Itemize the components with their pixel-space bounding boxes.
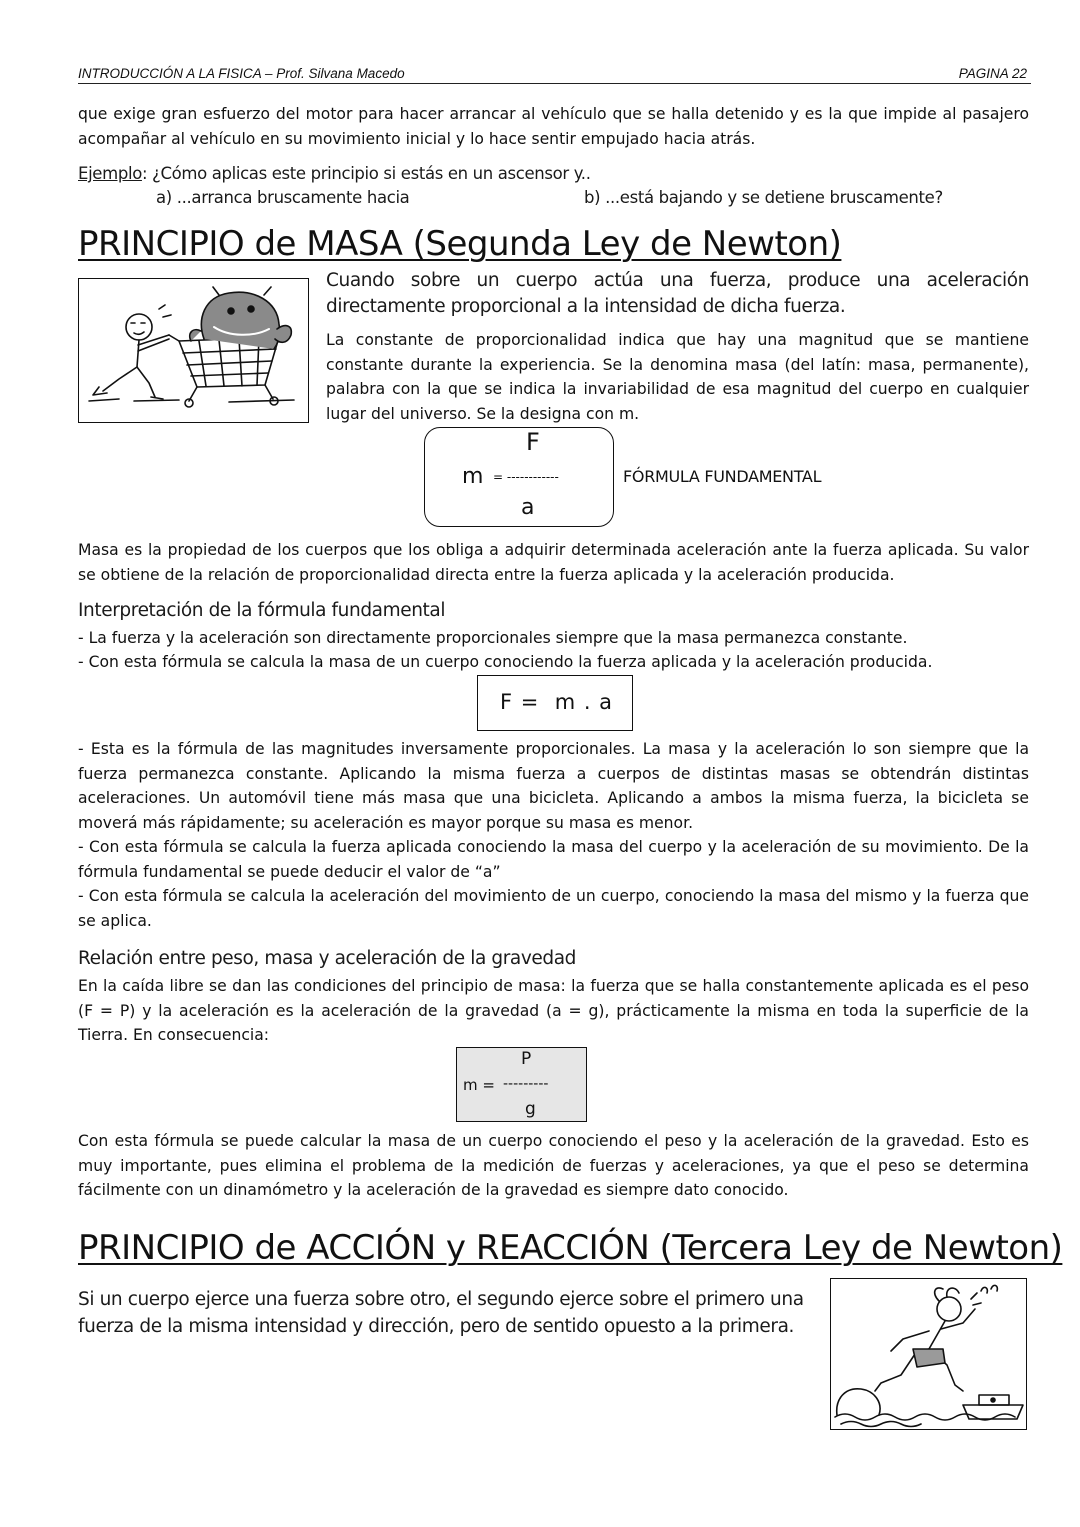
example-line [78,164,591,183]
section-title-accion-reaccion: PRINCIPIO de ACCIÓN y REACCIÓN (Tercera Ley de Newton) [78,1228,1063,1268]
masa-lead-text: Cuando sobre un cuerpo actúa una fuerza, produce una aceleración directamente proporcional a la intensidad de dicha fuerza. [326,270,1029,317]
accion-reaccion-text: Si un cuerpo ejerce una fuerza sobre otro, el segundo ejerce sobre el primero una fuerza de la misma intensidad y dirección, pero de sentido opuesto a la primera. [78,1289,804,1337]
formula-fma: F = m . a [500,690,614,714]
formula-numerator-p: P [521,1049,532,1069]
intro-continuation: que exige gran esfuerzo del motor para hacer arrancar al vehículo que se halla detenido y es la que impide al pasajero acompañar al vehículo en su movimiento inicial y lo hace sentir empujado hacia atrás. [78,105,1029,148]
formula-caption: FÓRMULA FUNDAMENTAL [623,467,822,486]
interpretation-line-1: - La fuerza y la aceleración son directamente proporcionales siempre que la masa permanezca constante. [78,629,908,647]
interpretation-line-2: - Con esta fórmula se calcula la masa de un cuerpo conociendo la fuerza aplicada y la aceleración producida. [78,653,933,671]
example-option-b: b) ...está bajando y se detiene bruscamente? [584,188,943,207]
example-option-a: a) ...arranca bruscamente hacia [156,188,410,207]
formula-denominator-a: a [521,495,535,520]
formula-fundamental-box [424,427,614,527]
interpretation-title: Interpretación de la fórmula fundamental [78,600,446,621]
masa-constant-text: La constante de proporcionalidad indica que hay una magnitud que se mantiene constante durante la experiencia. Se la denomina masa (del latín: masa, permanente), palabra con la que se indica la invariabilidad de esa magnitud del cuerpo en cualquier lugar del universo. Se la designa con m. [326,331,1029,423]
formula-denominator-g: g [525,1099,536,1119]
formula-weight-bar: --------- [503,1076,549,1092]
closing-text: Con esta fórmula se puede calcular la masa de un cuerpo conociendo el peso y la aceleración de la gravedad. Esto es muy importante, pues elimina el problema de la medición de fuerzas y aceleraciones, ya que el peso se determina fácilmente con un dinamómetro y la aceleración de la gravedad es siempre dato conocido. [78,1132,1029,1199]
relation-title: Relación entre peso, masa y aceleración de la gravedad [78,948,577,969]
page-header [78,66,1031,84]
header-page-number: PAGINA 22 [958,66,1027,81]
illustration-pushing-cart [78,278,309,423]
relation-text: En la caída libre se dan las condiciones del principio de masa: la fuerza que se halla constantemente aplicada es el peso (F = P) y la aceleración es la aceleración de la gravedad (a = g), prácticamente la misma en toda la superficie de la Tierra. En consecuencia: [78,977,1029,1044]
header-course-title: INTRODUCCIÓN A LA FISICA – Prof. Silvana Macedo [78,66,405,81]
mass-definition-text: Masa es la propiedad de los cuerpos que los obliga a adquirir determinada aceleración ante la fuerza aplicada. Su valor se obtiene de la relación de proporcionalidad directa entre la fuerza aplicada y la aceleración producida. [78,541,1029,584]
inverse-proportion-text: - Esta es la fórmula de las magnitudes inversamente proporcionales. La masa y la aceleración lo son siempre que la fuerza permanezca constante. Aplicando la misma fuerza a cuerpos de distintas masas se obtendrán distintas aceleraciones. Un automóvil tiene más masa que una bicicleta. Aplicando a ambos la misma fuerza, la bicicleta se moverá más rápidamente; su aceleración es mayor porque su masa es menor. [78,740,1029,832]
formula-fraction-bar: = ------------ [493,470,559,484]
formula-lhs-m-equals: m = [463,1076,495,1094]
jumping-boat-drawing [831,1279,1026,1429]
pushing-cart-drawing [79,279,308,422]
section-title-masa: PRINCIPIO de MASA (Segunda Ley de Newton) [78,224,842,264]
example-question: : ¿Cómo aplicas este principio si estás en un ascensor y.. [141,164,591,183]
formula-numerator-f: F [526,428,540,456]
accel-calc-text: - Con esta fórmula se calcula la aceleración del movimiento de un cuerpo, conociendo la masa del mismo y la fuerza que se aplica. [78,887,1029,930]
force-calc-text: - Con esta fórmula se calcula la fuerza aplicada conociendo la masa del cuerpo y la aceleración de su movimiento. De la fórmula fundamental se puede deducir el valor de “a” [78,838,1029,881]
formula-lhs-m: m [462,464,484,489]
formula-weight-box [456,1047,587,1122]
illustration-jumping-boat [830,1278,1027,1430]
example-label: Ejemplo [78,164,142,183]
formula-fma-box [477,675,633,731]
